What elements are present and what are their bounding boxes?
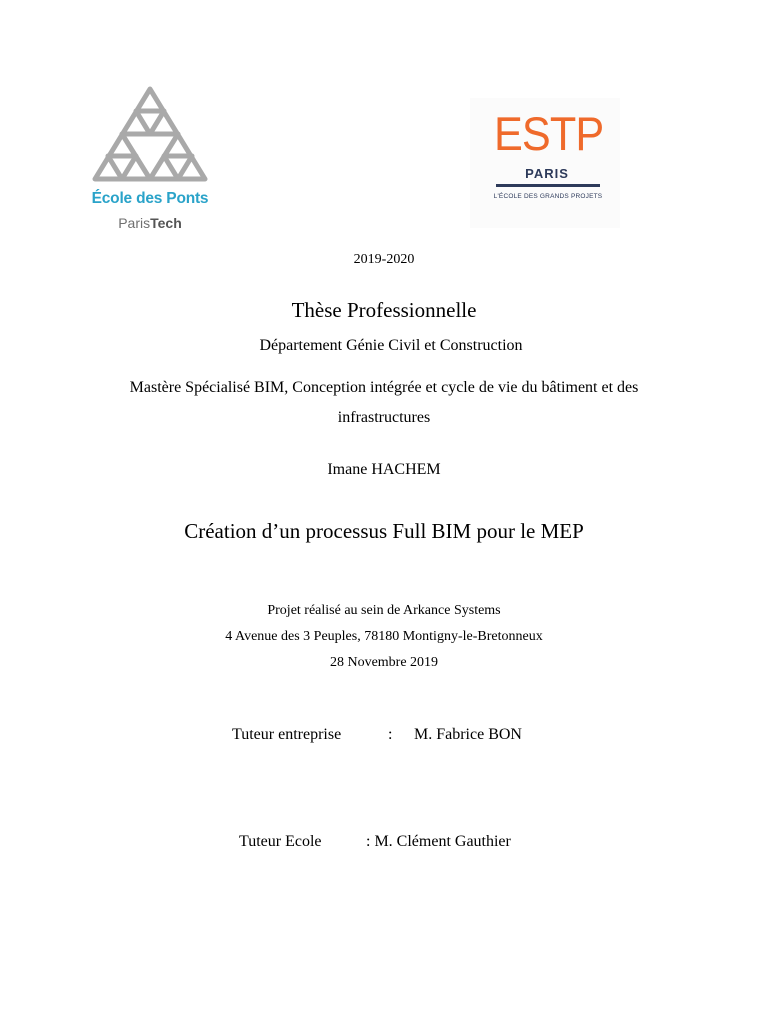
estp-logo-bar xyxy=(496,184,600,187)
estp-paris-logo xyxy=(470,98,620,228)
company-tutor-colon: : xyxy=(388,726,393,743)
school-tutor-name: : M. Clément Gauthier xyxy=(366,833,511,850)
thesis-subject: Création d’un processus Full BIM pour le MEP xyxy=(184,519,584,543)
estp-logo-word: ESTP xyxy=(494,107,604,160)
ponts-logo-subtitle: ParisTech xyxy=(118,215,182,231)
estp-logo-city: PARIS xyxy=(525,166,569,181)
master-program-line-2: infrastructures xyxy=(337,409,431,426)
ecole-des-ponts-logo xyxy=(88,84,212,234)
academic-year: 2019-2020 xyxy=(353,252,415,267)
project-company: Projet réalisé au sein de Arkance Systems xyxy=(267,603,501,618)
school-tutor xyxy=(0,833,768,855)
master-program-line-1: Mastère Spécialisé BIM, Conception intégrée et cycle de vie du bâtiment et des xyxy=(129,379,639,396)
school-tutor-label: Tuteur Ecole xyxy=(239,833,322,850)
sierpinski-triangle-icon xyxy=(90,84,210,184)
project-date: 28 Novembre 2019 xyxy=(329,655,439,670)
project-address: 4 Avenue des 3 Peuples, 78180 Montigny-le-Bretonneux xyxy=(225,629,543,644)
author-name: Imane HACHEM xyxy=(327,461,441,478)
project-info xyxy=(0,598,768,676)
company-tutor-label: Tuteur entreprise xyxy=(232,726,342,743)
company-tutor-name: M. Fabrice BON xyxy=(414,726,522,743)
estp-logo-tagline: L'ÉCOLE DES GRANDS PROJETS xyxy=(493,193,603,200)
document-title: Thèse Professionnelle xyxy=(291,298,477,322)
master-program xyxy=(0,373,768,433)
ponts-logo-name: École des Ponts xyxy=(91,190,209,207)
company-tutor xyxy=(0,726,768,748)
department-name: Département Génie Civil et Construction xyxy=(259,337,523,354)
